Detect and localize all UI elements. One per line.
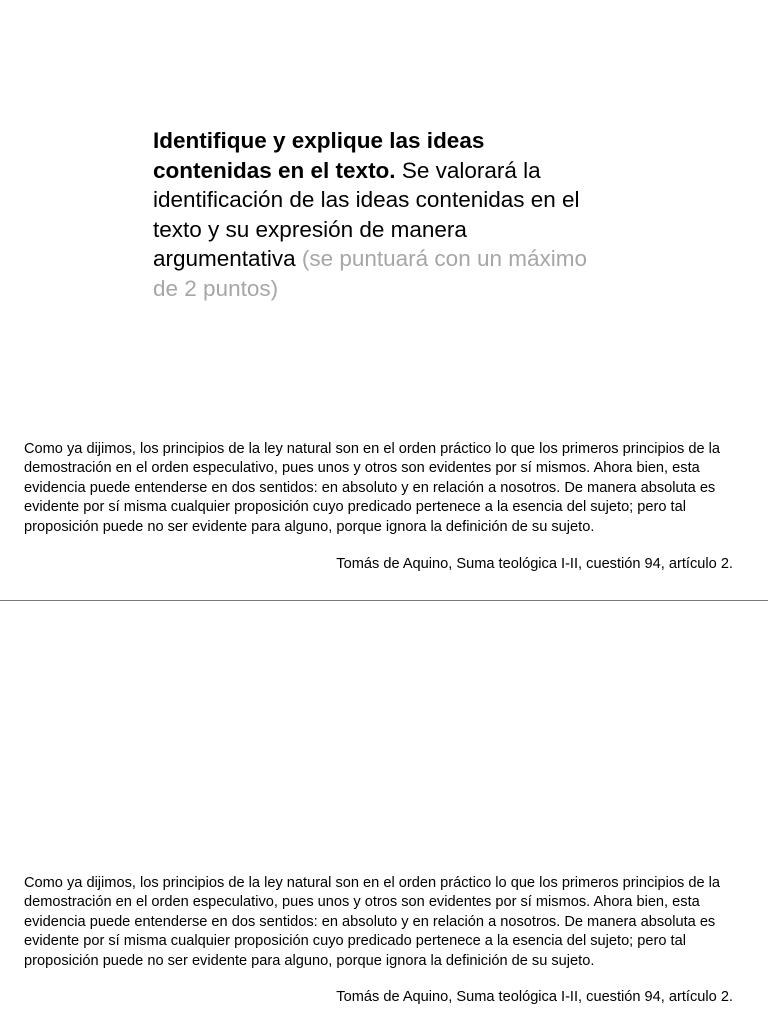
instruction-body: Se valorará la identificación de las ideas contenidas en el texto y su expresión de manera argumentativa — [153, 157, 580, 272]
exercise-instruction — [153, 126, 593, 304]
quoted-passage: Como ya dijimos, los principios de la ley natural son en el orden práctico lo que los primeros principios de la demostración en el orden especulativo, pues unos y otros son evidentes por sí mismos. Ahora bien, esta evidencia puede entenderse en dos sentidos: en absoluto y en relación a nosotros. De manera absoluta es evidente por sí misma cualquier proposición cuyo predicado pertenece a la esencia del sujeto; pero tal proposición puede no ser evidente para alguno, porque ignora la definición de su sujeto. — [24, 441, 720, 535]
quoted-passage: Como ya dijimos, los principios de la ley natural son en el orden práctico lo que los primeros principios de la demostración en el orden especulativo, pues unos y otros son evidentes por sí mismos. Ahora bien, esta evidencia puede entenderse en dos sentidos: en absoluto y en relación a nosotros. De manera absoluta es evidente por sí misma cualquier proposición cuyo predicado pertenece a la esencia del sujeto; pero tal proposición puede no ser evidente para alguno, porque ignora la definición de su sujeto. — [24, 875, 720, 969]
instruction-title: Identifique y explique las ideas contenidas en el texto. — [153, 128, 485, 183]
slide-2 — [0, 601, 768, 1024]
passage-citation: Tomás de Aquino, Suma teológica I-II, cuestión 94, artículo 2. — [336, 556, 733, 572]
passage-citation: Tomás de Aquino, Suma teológica I-II, cuestión 94, artículo 2. — [336, 989, 733, 1005]
instruction-score-note: (se puntuará con un máximo de 2 puntos) — [153, 246, 587, 301]
